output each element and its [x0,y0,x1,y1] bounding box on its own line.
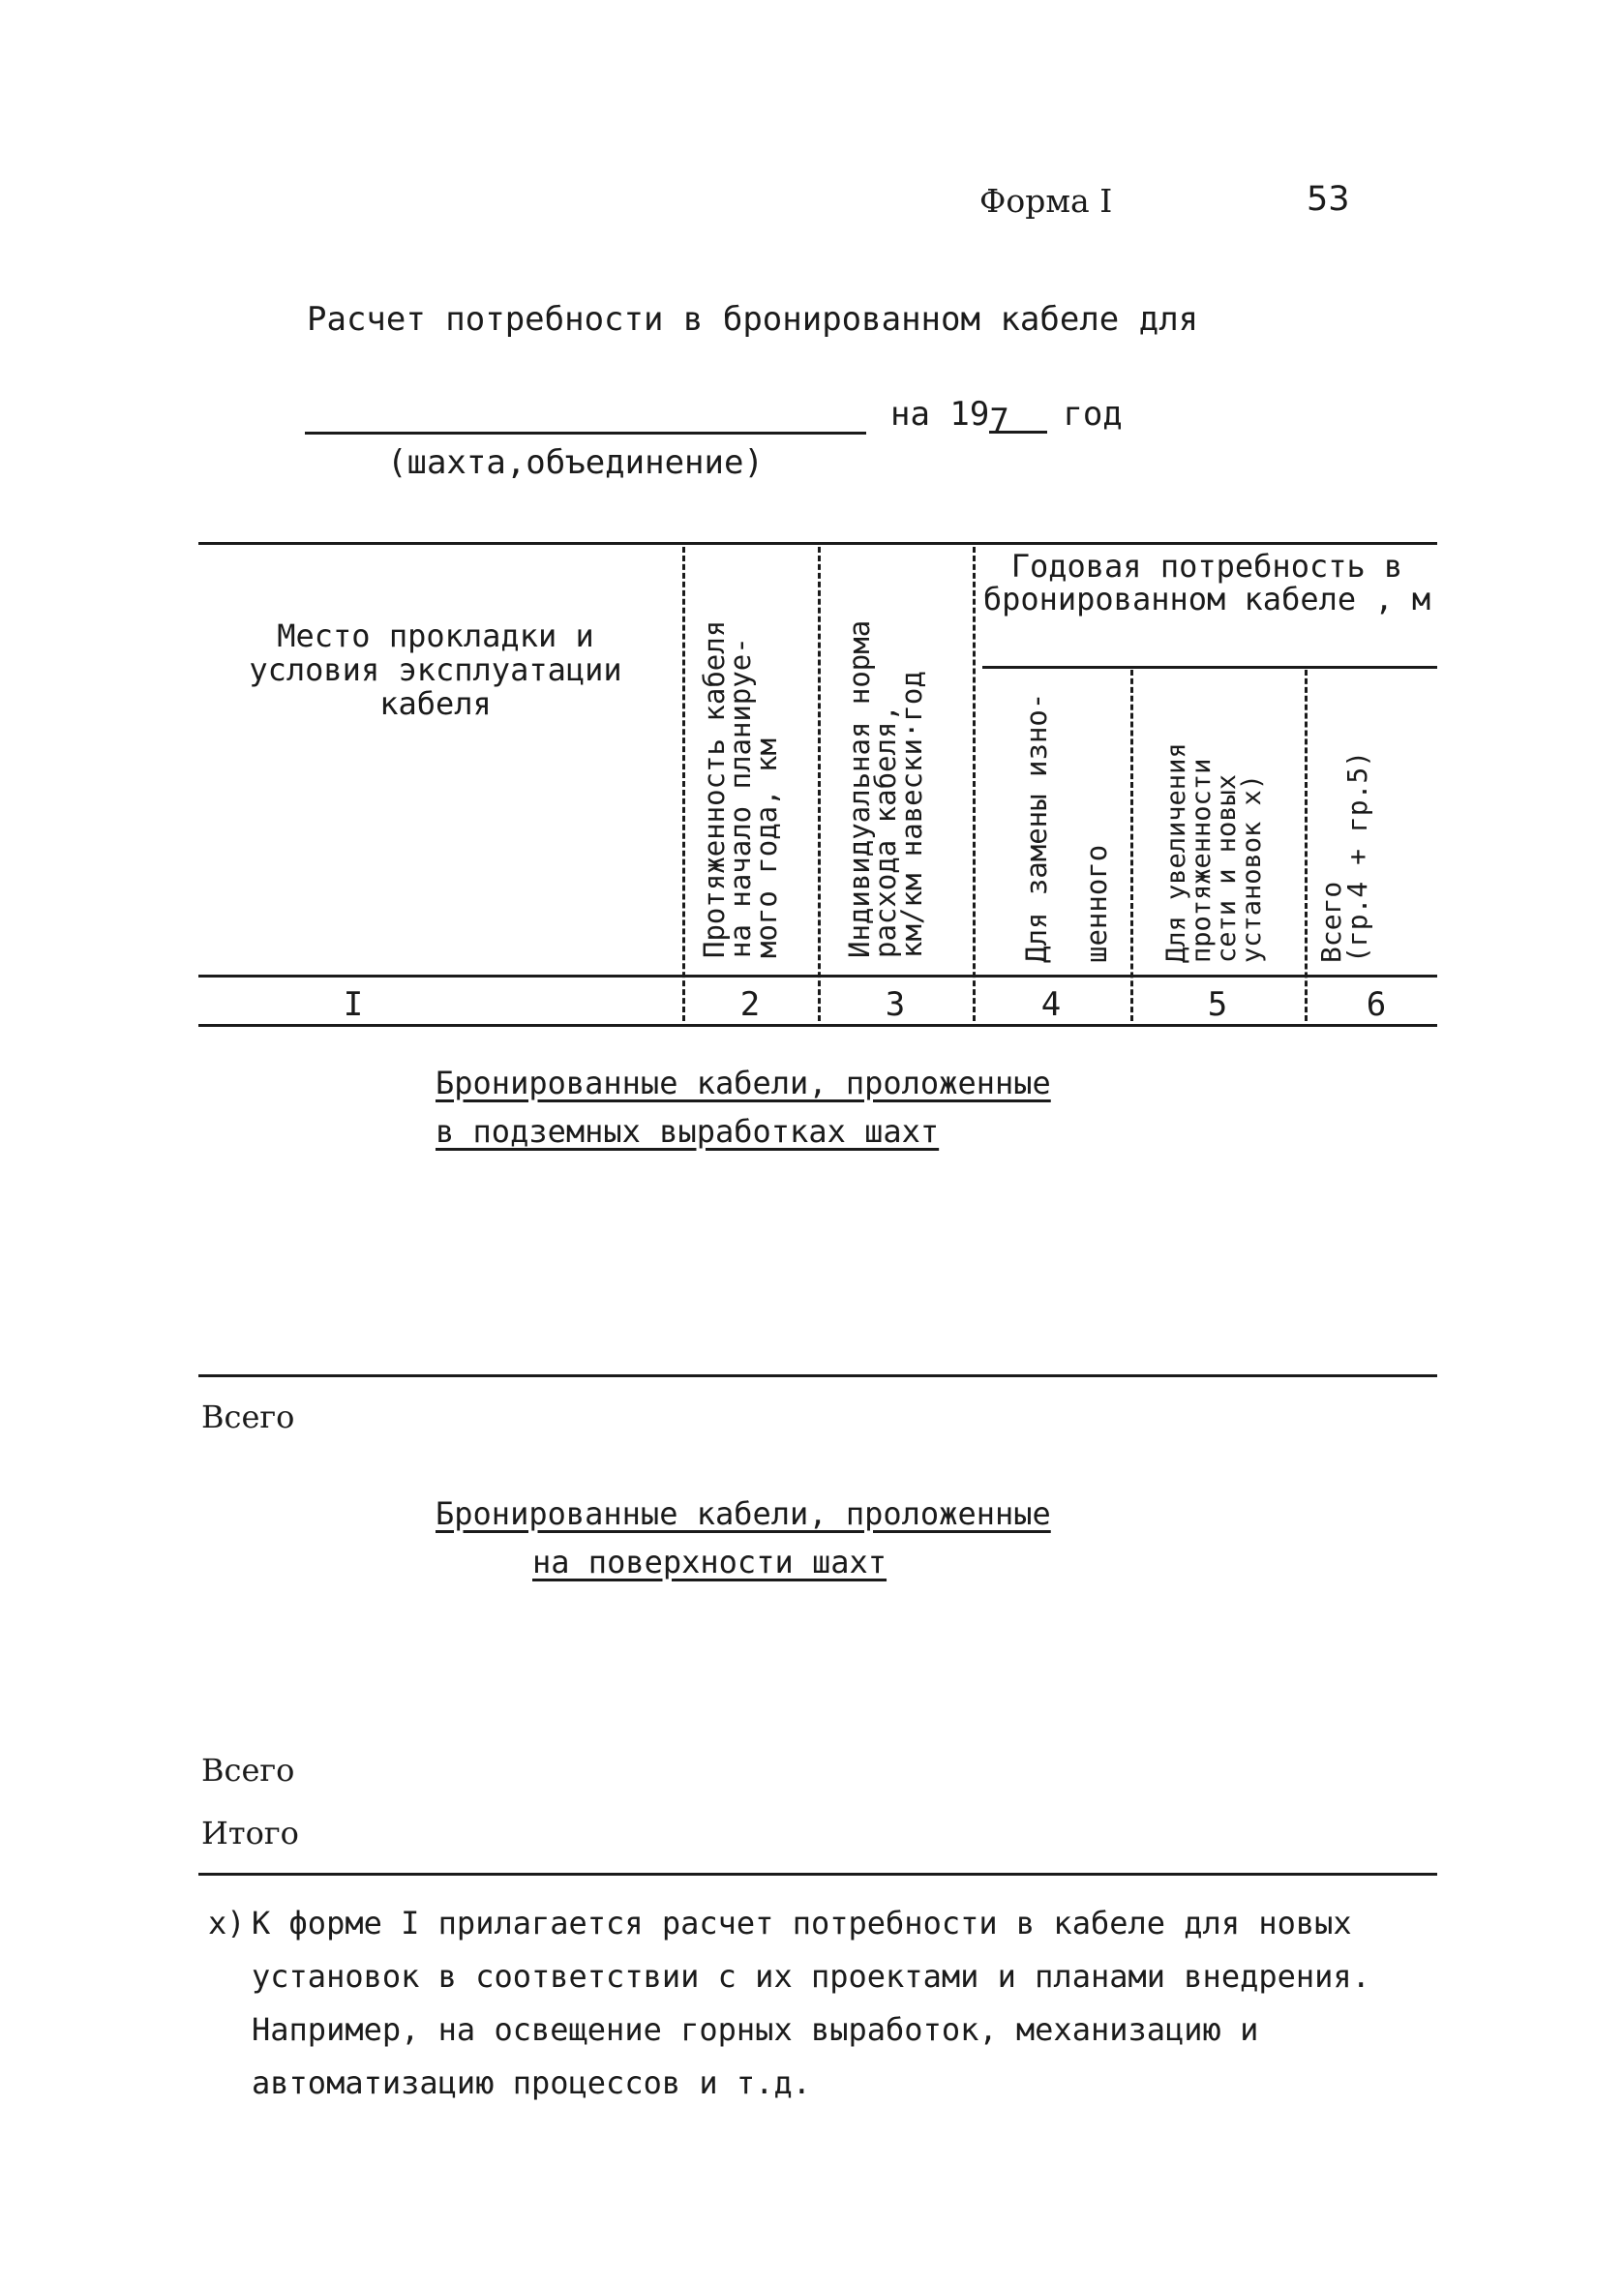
year-suffix: год [1063,395,1123,434]
column-number-rule [198,1024,1437,1027]
group-header-rule [982,666,1437,669]
col3-header-line: Индивидуальная норма [843,619,876,958]
column-number: 4 [1040,985,1062,1024]
column-number: I [343,985,364,1024]
col4-header [1007,693,1127,963]
underground-section-title: в подземных выработках шахт [436,1113,940,1150]
subject-label: (шахта,объединение) [387,443,764,482]
form-label: Форма I [979,182,1113,220]
underground-section-title: Бронированные кабели, проложенные [436,1065,1051,1101]
col1-header: Место прокладки и условия эксплуатации кабеля [249,617,622,722]
col5-header-line: протяженности [1187,758,1217,963]
col6-header [1315,750,1373,963]
col5-header-line: установок х) [1237,773,1267,963]
total-label: Всего [201,1399,295,1435]
column-number: 3 [885,985,906,1024]
column-number: 6 [1366,985,1387,1024]
col6-header-line: Всего [1315,881,1347,963]
year-digit: 7 [989,402,1009,440]
total-label: Всего [201,1752,295,1789]
surface-section-title: на поверхности шахт [532,1544,887,1580]
year-line [890,395,1123,440]
year-prefix: на 19 [890,395,990,434]
column-divider [682,547,685,1021]
col2-header-line: Протяженность кабеля [698,619,731,958]
col2-header [698,619,783,958]
page-number: 53 [1307,180,1350,219]
col6-header-line: (гр.4 + гр.5) [1341,750,1373,963]
col3-header-line: км/км навески·год [895,671,928,958]
footnote-rule [198,1873,1437,1876]
column-divider [1130,670,1133,1021]
col5-header-line: Для увеличения [1161,742,1191,963]
col3-header-line: расхода кабеля, [869,705,902,958]
col4-header-line: Для замены изно- [1020,692,1053,963]
year-blank [989,402,1047,440]
surface-section-title: Бронированные кабели, проложенные [436,1495,1051,1532]
footnote-text: К форме I прилагается расчет потребности в кабеле для новых установок в соответствии с их проектами и планами внедрения. Например, на освещение горных выработок, механизацию и автоматизацию процессов и т.д. [252,1905,1370,2101]
col2-header-line: на начало планируе- [724,637,757,958]
subject-blank-line [305,432,866,435]
table-top-rule [198,542,1437,545]
column-divider [818,547,821,1021]
col5-header-line: сети и новых [1212,773,1242,963]
column-number: 2 [739,985,761,1024]
col5-header [1161,742,1267,963]
footnote [208,1897,1466,2110]
column-number: 5 [1207,985,1228,1024]
col3-header [843,619,928,958]
grand-total-label: Итого [201,1815,299,1851]
col2-header-line: мого года, км [750,738,783,958]
underground-total-rule [198,1374,1437,1377]
column-divider [1305,670,1308,1021]
column-divider [973,547,976,1021]
footnote-marker: х) [208,1905,246,1941]
col4-header-line: шенного [1080,844,1113,963]
document-title: Расчет потребности в бронированном кабеле для [307,300,1199,339]
group-header: Годовая потребность в бронированном кабеле , м [982,548,1431,617]
